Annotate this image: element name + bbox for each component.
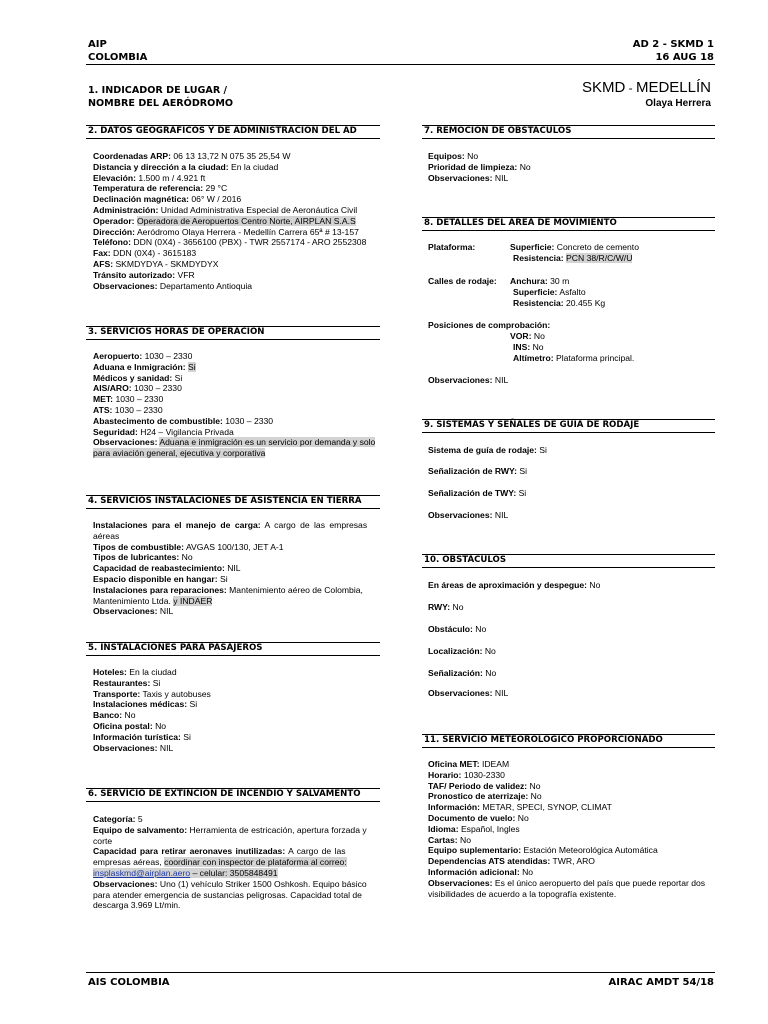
taxiway-surface: Superficie: Asfalto [513, 287, 586, 297]
s9-row: Señalización de RWY: Si [428, 466, 528, 476]
s6-row: Observaciones: Uno (1) vehículo Striker 1500 Oshkosh. Equipo básico [93, 878, 367, 889]
s2-row: Operador: Operadora de Aeropuertos Centro Norte, AIRPLAN S.A.S [93, 215, 356, 226]
section-10-body [428, 580, 713, 700]
platform-surface: Superficie: Concreto de cemento [510, 242, 639, 252]
s3-row: Médicos y sanidad: Si [93, 372, 183, 383]
platform-strength: Resistencia: PCN 38/R/C/W/U [513, 253, 633, 263]
section-10-heading: 10. OBSTACULOS [424, 555, 507, 565]
section-11-heading: 11. SERVICIO METEOROLOGICO PROPORCIONADO [424, 735, 663, 745]
s6-row: empresas aéreas, coordinar con inspector de plataforma al correo: [93, 857, 347, 868]
location-indicator-title [88, 84, 233, 110]
section-5-body [93, 667, 376, 753]
s5-row: Oficina postal: No [93, 720, 167, 731]
checkpoint-vor: VOR: No [510, 331, 545, 341]
s3-row: para aviación general, ejecutiva y corporativa [93, 448, 266, 459]
header-left [88, 38, 147, 64]
s6-row: descarga 3.969 Lt/min. [93, 900, 181, 911]
section-2-heading: 2. DATOS GEOGRAFICOS Y DE ADMINISTRACION DEL AD [88, 126, 357, 136]
section-8-heading: 8. DETALLES DEL AREA DE MOVIMIENTO [424, 218, 617, 228]
s2-row: Teléfono: DDN (0X4) - 3656100 (PBX) - TWR 2557174 - ARO 2552308 [93, 237, 367, 248]
s4-row: Tipos de combustible: AVGAS 100/130, JET A-1 [93, 541, 284, 552]
s2-row: AFS: SKMDYDYA - SKMDYDYX [93, 258, 219, 269]
section-6-heading: 6. SERVICIO DE EXTINCION DE INCENDIO Y SALVAMENTO [88, 789, 361, 799]
s3-row: Aeropuerto: 1030 – 2330 [93, 351, 193, 361]
s2-row: Declinación magnética: 06° W / 2016 [93, 194, 242, 205]
icao-code: SKMD [581, 79, 626, 96]
s7-row: Prioridad de limpieza: No [428, 161, 531, 172]
section-8-body [428, 242, 713, 392]
s5-row: Observaciones: NIL [93, 742, 174, 753]
s11-row: TAF/ Periodo de validez: No [428, 780, 541, 791]
s2-row: Elevación: 1.500 m / 4.921 ft [93, 172, 206, 183]
s6-row: Categoría: 5 [93, 814, 143, 824]
s4-row: Espacio disponible en hangar: Si [93, 573, 228, 584]
s7-row: Observaciones: NIL [428, 172, 509, 183]
s11-row: visibilidades de acuerdo a la topografía existente. [428, 888, 617, 899]
s3-row: ATS: 1030 – 2330 [93, 404, 163, 415]
s4-row: Instalaciones para reparaciones: Mantenimiento aéreo de Colombia, [93, 584, 363, 595]
s10-row: RWY: No [428, 602, 464, 612]
s2-row: Observaciones: Departamento Antioquia [93, 280, 253, 291]
section-11-body [428, 759, 718, 899]
s3-row: Observaciones: Aduana e inmigración es un servicio por demanda y solo [93, 437, 376, 448]
email-link[interactable]: insplaskmd@airplan.aero [93, 867, 191, 878]
s5-row: Restaurantes: Si [93, 677, 161, 688]
s5-row: Banco: No [93, 710, 136, 721]
s4-row: Observaciones: NIL [93, 606, 174, 617]
s11-row: Equipo suplementario: Estación Meteorológica Automática [428, 845, 658, 856]
s11-row: Información adicional: No [428, 866, 534, 877]
s10-row: Localización: No [428, 646, 496, 656]
s4-row: Mantenimiento Ltda. y INDAER [93, 595, 213, 606]
s6-row: Capacidad para retirar aeronaves inutilizadas: A cargo de las [93, 846, 346, 857]
title-line-2: NOMBRE DEL AERÓDROMO [88, 98, 234, 109]
header-page-ref: AD 2 - SKMD 1 [632, 39, 714, 50]
s10-row: Observaciones: NIL [428, 688, 509, 698]
s3-row: Seguridad: H24 – Vigilancia Privada [93, 426, 234, 437]
s11-row: Documento de vuelo: No [428, 812, 529, 823]
section-9-heading: 9. SISTEMAS Y SEÑALES DE GUIA DE RODAJE [424, 420, 640, 430]
s2-row: Temperatura de referencia: 29 °C [93, 183, 228, 194]
checkpoint-ins: INS: No [513, 342, 544, 352]
section-7-body [428, 151, 713, 183]
section-4-heading: 4. SERVICIOS INSTALACIONES DE ASISTENCIA EN TIERRA [88, 496, 362, 506]
aerodrome-name: SKMD - MEDELLÍN [581, 79, 711, 96]
header-right [633, 38, 714, 64]
checkpoint-label: Posiciones de comprobación: [428, 320, 551, 330]
header-country: COLOMBIA [88, 52, 148, 63]
header-aip: AIP [88, 39, 107, 50]
s4-row: Tipos de lubricantes: No [93, 552, 193, 563]
s5-row: Información turística: Si [93, 731, 191, 742]
s9-row: Sistema de guía de rodaje: Si [428, 445, 547, 455]
s11-row: Información: METAR, SPECI, SYNOP, CLIMAT [428, 802, 612, 813]
s10-row: Obstáculo: No [428, 624, 487, 634]
s7-row: Equipos: No [428, 151, 479, 161]
section-3-heading: 3. SERVICIOS HORAS DE OPERACION [88, 327, 265, 337]
platform-label: Plataforma: [428, 242, 476, 252]
footer-right: AIRAC AMDT 54/18 [608, 977, 714, 988]
s11-row: Cartas: No [428, 834, 471, 845]
section-4-body [93, 520, 376, 617]
section-3-body [93, 351, 388, 459]
s11-row: Oficina MET: IDEAM [428, 759, 510, 769]
s11-row: Horario: 1030-2330 [428, 769, 505, 780]
s9-row: Observaciones: NIL [428, 510, 509, 520]
s2-row: Administración: Unidad Administrativa Especial de Aeronáutica Civil [93, 204, 358, 215]
s2-row: Coordenadas ARP: 06 13 13,72 N 075 35 25,54 W [93, 151, 291, 161]
s11-row: Pronostico de aterrizaje: No [428, 791, 542, 802]
header-date: 16 AUG 18 [655, 52, 714, 63]
s11-row: Idioma: Español, Ingles [428, 823, 520, 834]
taxiway-label: Calles de rodaje: [428, 276, 497, 286]
taxiway-strength: Resistencia: 20.455 Kg [513, 298, 606, 308]
s2-row: Tránsito autorizado: VFR [93, 269, 195, 280]
section-7-heading: 7. REMOCION DE OBSTACULOS [424, 126, 572, 136]
s3-row: Aduana e Inmigración: Si [93, 361, 196, 372]
section-5-heading: 5. INSTALACIONES PARA PASAJEROS [88, 643, 263, 653]
section-9-body [428, 445, 713, 525]
s6-row: insplaskmd@airplan.aero – celular: 3505848491 [93, 867, 278, 878]
city-name: MEDELLÍN [635, 79, 711, 96]
s5-row: Instalaciones médicas: Si [93, 699, 198, 710]
s5-row: Transporte: Taxis y autobuses [93, 688, 211, 699]
s6-row: corte [93, 835, 113, 846]
taxiway-width: Anchura: 30 m [510, 276, 570, 286]
title-line-1: 1. INDICADOR DE LUGAR / [88, 85, 228, 96]
s2-row: Fax: DDN (0X4) - 3615183 [93, 248, 197, 259]
s4-row: Capacidad de reabastecimiento: NIL [93, 563, 241, 574]
aerodrome-subtitle: Olaya Herrera [645, 98, 711, 109]
s3-row: Abastecimento de combustible: 1030 – 2330 [93, 415, 274, 426]
s10-row: Señalización: No [428, 668, 497, 678]
header-rule [86, 64, 715, 65]
s9-row: Señalización de TWY: Si [428, 488, 527, 498]
s11-row: Dependencias ATS atendidas: TWR, ARO [428, 856, 595, 867]
s10-row: En áreas de aproximación y despegue: No [428, 580, 601, 590]
s5-row: Hoteles: En la ciudad [93, 667, 177, 677]
s8-observations: Observaciones: NIL [428, 375, 509, 385]
s11-row: Observaciones: Es el único aeropuerto del país que puede reportar dos [428, 877, 706, 888]
footer-rule [86, 972, 715, 973]
s3-row: MET: 1030 – 2330 [93, 394, 164, 405]
s4-row: aéreas [93, 530, 120, 541]
s2-row: Dirección: Aeródromo Olaya Herrera - Medellín Carrera 65ª # 13-157 [93, 226, 359, 237]
checkpoint-altimeter: Altímetro: Plataforma principal. [513, 353, 635, 363]
s6-row: Equipo de salvamento: Herramienta de estricación, apertura forzada y [93, 824, 367, 835]
s2-row: Distancia y dirección a la ciudad: En la ciudad [93, 161, 279, 172]
s4-row: Instalaciones para el manejo de carga: A cargo de las empresas [93, 520, 368, 530]
s6-row: para atender emergencia de sustancias peligrosas. Capacidad total de [93, 889, 362, 900]
s3-row: AIS/ARO: 1030 – 2330 [93, 383, 182, 394]
section-2-body [93, 151, 388, 291]
footer-left: AIS COLOMBIA [88, 977, 170, 988]
section-6-body [93, 814, 387, 911]
